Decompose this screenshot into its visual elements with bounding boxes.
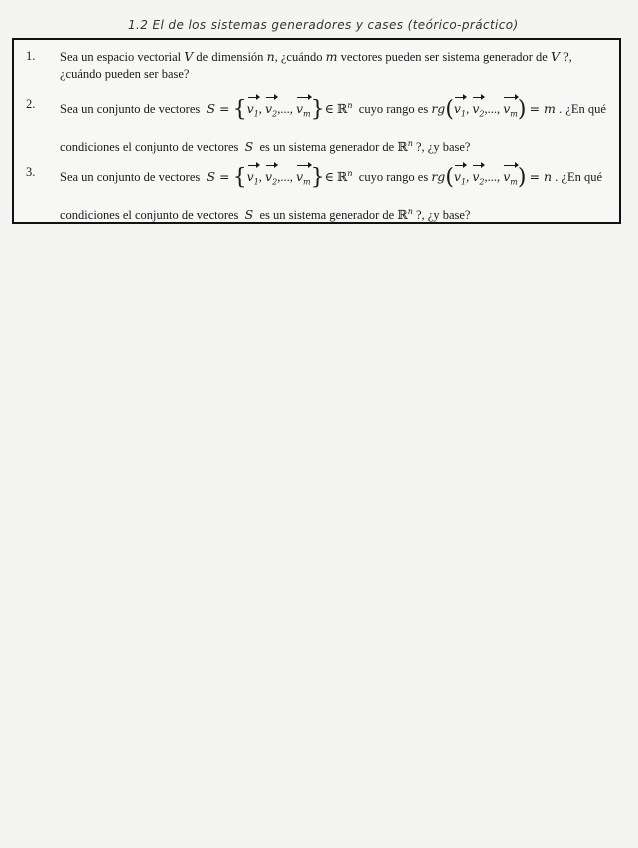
membership: ∈ ℝ <box>324 102 348 116</box>
question-text: Sea un conjunto de vectores $S = \{v_1$, $v_2$,..., $v_m\}\in$ ℝ$^n$ cuyo rango es $rg(v_1$, $v_2$,..., $v_m) = n$ . ¿En qué condiciones el conjunto de vectores S es un sistema generador de ℝ$^n$ ?, ¿y base? <box>60 164 611 224</box>
text-segment: , ¿cuándo <box>274 50 323 64</box>
vector-v2: $v_2$ <box>265 164 277 191</box>
set-label: S = <box>206 169 230 184</box>
math-variable: S <box>244 138 254 154</box>
exponent: n <box>407 138 413 148</box>
question-3 <box>26 164 611 224</box>
vector-v1: $v_1$ <box>454 164 466 191</box>
vector-v2: $v_2$ <box>472 164 484 191</box>
set-label: S = <box>206 101 230 116</box>
text-segment: de dimensión <box>196 50 264 64</box>
math-variable: n <box>266 49 275 64</box>
question-number: 3. <box>26 165 36 179</box>
text-segment: ?, <box>563 50 572 64</box>
text-segment: es un sistema generador de <box>259 139 395 154</box>
left-paren: ( <box>445 165 454 190</box>
question-text <box>60 48 611 83</box>
handwritten-title: 1.2 El de los sistemas generadores y cases (teórico-práctico) <box>128 18 519 32</box>
question-1 <box>26 48 611 83</box>
text-segment: . ¿En qué <box>559 102 606 116</box>
text-segment: cuyo rango es <box>358 102 429 116</box>
math-variable: S <box>244 206 254 222</box>
math-variable: V <box>550 49 560 64</box>
vector-v1: $v_1$ <box>247 164 259 191</box>
exponent: n <box>347 100 353 110</box>
real-space: ℝ <box>397 207 408 222</box>
rank-value: = m <box>529 101 556 116</box>
question-2 <box>26 96 611 156</box>
vector-vm: $v_m$ <box>503 164 518 191</box>
text-segment: es un sistema generador de <box>259 207 395 222</box>
text-segment: vectores pueden ser sistema generador de <box>340 50 548 64</box>
right-paren: ) <box>517 165 527 190</box>
left-brace: { <box>232 165 247 190</box>
math-variable: m <box>325 49 338 64</box>
rank-function: rg <box>431 101 446 116</box>
text-segment: condiciones el conjunto de vectores <box>60 139 239 154</box>
text-segment: Sea un conjunto de vectores <box>60 170 201 184</box>
question-box <box>12 38 621 224</box>
text-segment: Sea un conjunto de vectores <box>60 102 201 116</box>
question-line-2 <box>60 203 611 224</box>
vector-vm: $v_m$ <box>296 164 311 191</box>
text-segment: ?, ¿y base? <box>415 139 471 154</box>
right-brace: } <box>310 97 325 122</box>
text-segment: cuyo rango es <box>358 170 429 184</box>
vector-v2: $v_2$ <box>265 96 277 123</box>
text-segment: condiciones el conjunto de vectores <box>60 207 239 222</box>
exponent: n <box>347 168 353 178</box>
text-segment: ¿cuándo pueden ser base? <box>60 67 190 81</box>
question-number: 2. <box>26 97 36 111</box>
vector-vm: $v_m$ <box>503 96 518 123</box>
question-line-2 <box>60 135 611 156</box>
right-paren: ) <box>517 97 527 122</box>
question-text: Sea un conjunto de vectores $S = \{v_1$, $v_2$,..., $v_m\}\in$ ℝ$^n$ cuyo rango es $rg(v_1$, $v_2$,..., $v_m) = m$ . ¿En qué condiciones el conjunto de vectores S es un sistema generador de ℝ$^n$ ?, ¿y base? <box>60 96 611 156</box>
text-segment: Sea un espacio vectorial <box>60 50 182 64</box>
vector-vm: $v_m$ <box>296 96 311 123</box>
membership: ∈ ℝ <box>324 170 348 184</box>
real-space: ℝ <box>397 139 408 154</box>
text-segment: ?, ¿y base? <box>415 207 471 222</box>
math-variable: V <box>184 49 194 64</box>
exponent: n <box>407 206 413 216</box>
right-brace: } <box>310 165 325 190</box>
text-segment: . ¿En qué <box>555 170 603 184</box>
question-number: 1. <box>26 49 36 63</box>
vector-v1: $v_1$ <box>247 96 259 123</box>
left-brace: { <box>232 97 247 122</box>
left-paren: ( <box>445 97 454 122</box>
vector-v2: $v_2$ <box>472 96 484 123</box>
rank-value: = n <box>529 169 553 184</box>
vector-v1: $v_1$ <box>454 96 466 123</box>
rank-function: rg <box>431 169 446 184</box>
